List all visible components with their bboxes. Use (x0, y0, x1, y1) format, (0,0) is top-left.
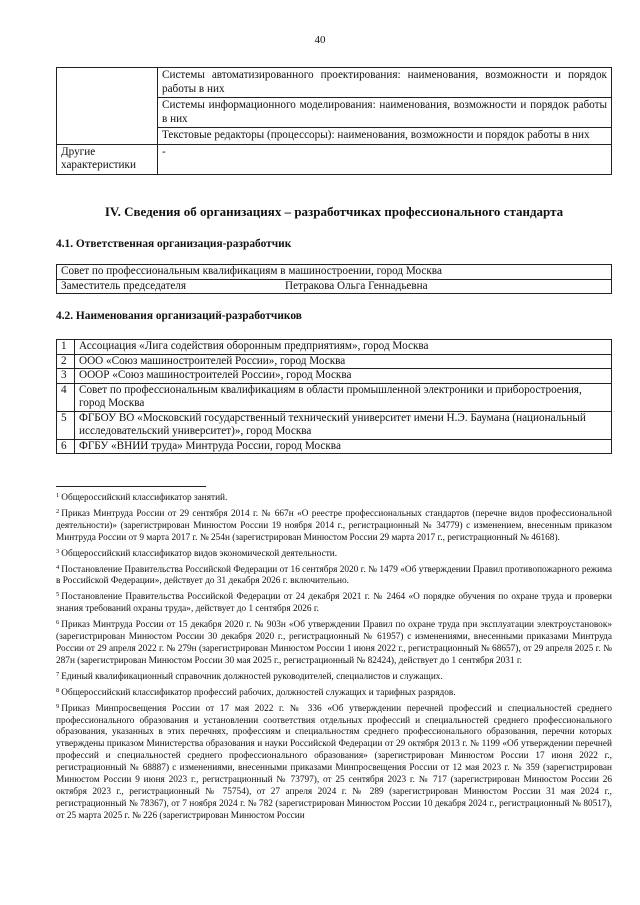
section-title: IV. Сведения об организациях – разработчиках профессионального стандарта (104, 204, 564, 219)
footnote-text: Постановление Правительства Российской Федерации от 16 сентября 2020 г. № 1479 «Об утверждении Правил противопожарного режима в Российской Федерации», действует до 31 декабря 2026 г. включительно. (56, 564, 612, 587)
row-number: 4 (57, 383, 75, 411)
footnote-text: Приказ Минпросвещения России от 17 мая 2022 г. № 336 «Об утверждении перечней профессий и специальностей среднего профессионального образования и установлении соответствия отдельных профессий и специальностей среднего профессионального образования, указанных в этих перечнях, профессиям и специальностям среднего профессионального образования, перечни которых утверждены приказом Министерства образования и науки Российской Федерации от 29 октября 2013 г. № 1199 «Об утверждении перечней профессий и специальностей среднего профессионального образования» (зарегистрирован Минюстом России 17 июня 2022 г., регистрационный № 68887) с изменениями, внесенными приказами Минпросвещения России от 12 мая 2023 г. № 359 (зарегистрирован Минюстом России 9 июня 2023 г., регистрационный № 73797), от 25 сентября 2023 г. № 717 (зарегистрирован Минюстом России 26 октября 2023 г., регистрационный № 75754), от 27 апреля 2024 г. № 289 (зарегистрирован Минюстом России 31 мая 2024 г., регистрационный № 78367), от 7 ноября 2024 г. № 782 (зарегистрирован Минюстом России 10 декабря 2024 г., регистрационный № 80517), от 25 марта 2025 г. № 226 (зарегистрирован Минюстом России (56, 703, 612, 821)
table-cell-label: Другие характеристики (57, 144, 158, 174)
org-name: Совет по профессиональным квалификациям в области промышленной электроники и приборостроения, город Москва (75, 383, 612, 411)
footnote (56, 589, 612, 616)
table-row (57, 68, 612, 98)
footnote-number: 1 (56, 492, 60, 499)
footnote-text: Приказ Минтруда России от 29 сентября 2014 г. № 667н «О реестре профессиональных стандартов (перечне видов профессиональной деятельности)» (зарегистрирован Минюстом России 19 ноября 2014 г., регистрационный № 34779) с изменением, внесенным приказом Минтруда России от 9 марта 2017 г. № 254н (зарегистрирован Минюстом России 29 марта 2017 г., регистрационный № 46168). (56, 508, 612, 543)
org-name: ФГБУ «ВНИИ труда» Минтруда России, город Москва (75, 439, 612, 454)
footnote-divider (56, 486, 206, 487)
org-name: ФГБОУ ВО «Московский государственный технический университет имени Н.Э. Баумана (национальный исследовательский университет)», город Москва (75, 411, 612, 439)
table-cell: Системы автоматизированного проектирования: наименования, возможности и порядок работы в них (158, 68, 612, 98)
responsible-org: Совет по профессиональным квалификациям в машиностроении, город Москва (57, 265, 612, 280)
footnote (56, 506, 612, 545)
footnote-text: Общероссийский классификатор видов экономической деятельности. (61, 548, 338, 559)
org-name: ОООР «Союз машиностроителей России», город Москва (75, 369, 612, 384)
table-cell: - (158, 144, 612, 174)
footnote-number: 3 (56, 547, 60, 555)
page-number: 40 (314, 34, 326, 46)
footnote-text: Единый квалификационный справочник должностей руководителей, специалистов и служащих. (61, 671, 443, 682)
responsible-role: Заместитель председателя (61, 279, 187, 292)
developers-heading: 4.2. Наименования организаций-разработчиков (56, 310, 302, 322)
responsible-table (56, 264, 612, 294)
footnote (56, 562, 612, 589)
table-row (57, 265, 612, 280)
footnote-number: 2 (56, 507, 60, 515)
footnote-text: Постановление Правительства Российской Федерации от 24 декабря 2021 г. № 2464 «О порядке обучения по охране труда и проверки знания требований охраны труда», действует до 1 сентября 2026 г. (56, 592, 612, 615)
footnote-text: Общероссийский классификатор профессий рабочих, должностей служащих и тарифных разрядов. (61, 687, 456, 698)
footnote-number: 5 (56, 591, 60, 599)
responsible-heading: 4.1. Ответственная организация-разработчик (56, 238, 292, 250)
footnote (56, 685, 612, 700)
table-row (57, 340, 612, 355)
table-row (57, 369, 612, 384)
row-number: 3 (57, 369, 75, 384)
row-number: 5 (57, 411, 75, 439)
footnote-number: 6 (56, 619, 60, 627)
footnote (56, 617, 612, 668)
table-cell: Системы информационного моделирования: наименования, возможности и порядок работы в них (158, 98, 612, 128)
table-row (57, 383, 612, 411)
org-name: ООО «Союз машиностроителей России», город Москва (75, 354, 612, 369)
footnotes (56, 490, 612, 824)
footnote (56, 701, 612, 823)
row-number: 6 (57, 439, 75, 454)
footnote-number: 7 (56, 670, 60, 678)
responsible-signer (57, 279, 612, 294)
table-row (57, 439, 612, 454)
table-row (57, 411, 612, 439)
table-row (57, 354, 612, 369)
row-number: 1 (57, 340, 75, 355)
footnote (56, 546, 612, 561)
table-row (57, 279, 612, 294)
table-row (57, 144, 612, 174)
developers-table (56, 339, 612, 454)
footnote (56, 669, 612, 684)
footnote-text: Приказ Минтруда России от 15 декабря 2020 г. № 903н «Об утверждении Правил по охране труда при эксплуатации электроустановок» (зарегистрирован Минюстом России 30 декабря 2020 г., регистрационный № 61957) с изменениями, внесенными приказами Минтруда России от 29 апреля 2022 г. № 279н (зарегистрирован Минюстом России 1 июня 2022 г., регистрационный № 68657), от 29 апреля 2025 г. № 287н (зарегистрирован Минюстом России 30 мая 2025 г., регистрационный № 82424), действует до 1 сентября 2031 г. (56, 620, 612, 666)
knowledge-table (56, 67, 612, 175)
row-number: 2 (57, 354, 75, 369)
org-name: Ассоциация «Лига содействия оборонным предприятиям», город Москва (75, 340, 612, 355)
responsible-person: Петракова Ольга Геннадьевна (285, 279, 428, 292)
table-cell-empty (57, 68, 158, 145)
footnote-number: 9 (56, 702, 60, 710)
footnote (56, 490, 612, 505)
footnote-text: Общероссийский классификатор занятий. (61, 493, 228, 503)
footnote-number: 4 (56, 563, 60, 571)
footnote-number: 8 (56, 686, 60, 694)
table-cell: Текстовые редакторы (процессоры): наименования, возможности и порядок работы в них (158, 128, 612, 145)
